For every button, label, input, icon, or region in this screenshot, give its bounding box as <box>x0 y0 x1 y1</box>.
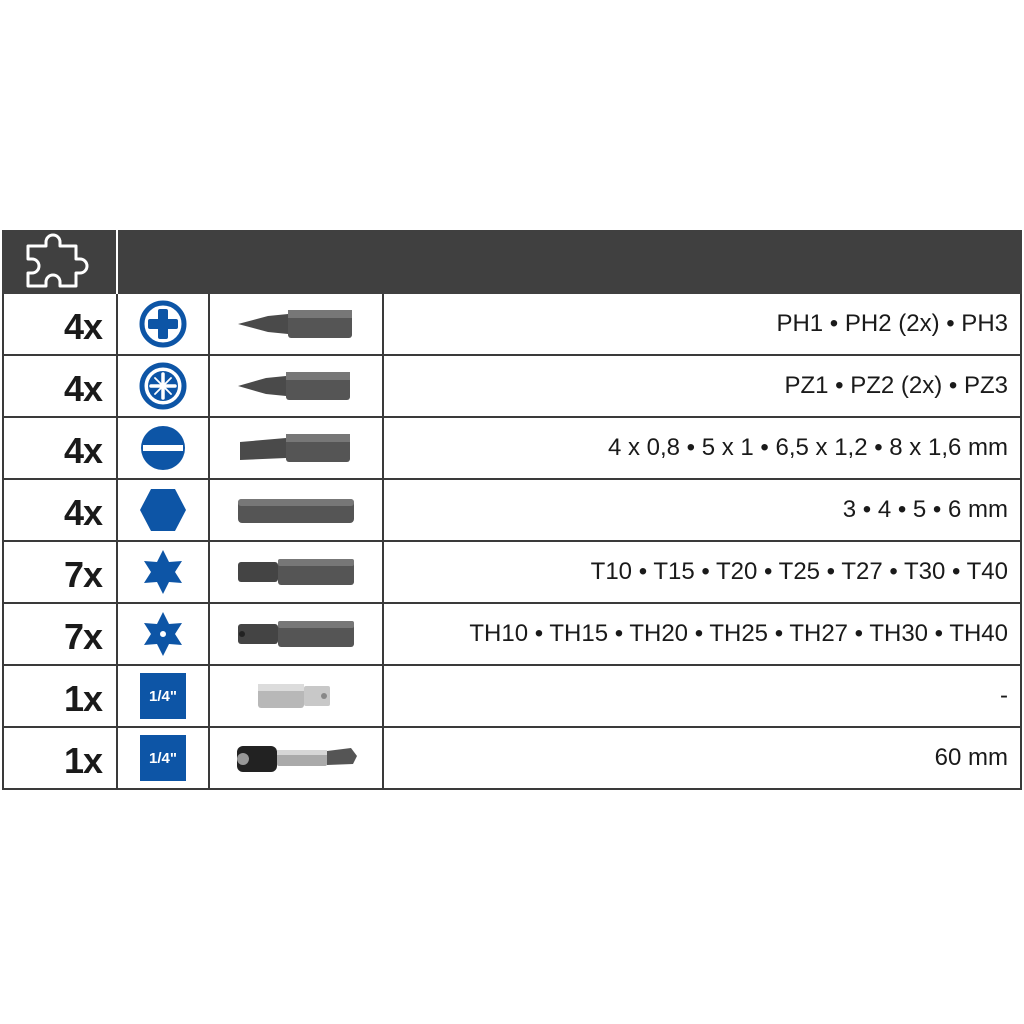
pozidriv-icon <box>139 362 187 410</box>
header-divider <box>116 230 118 294</box>
quantity: 4x <box>63 306 102 347</box>
table-row <box>2 418 1022 480</box>
quantity: 1x <box>63 678 102 719</box>
table-row <box>2 480 1022 542</box>
bit-set-table <box>2 230 1022 790</box>
quantity: 4x <box>63 368 102 409</box>
torx-icon <box>139 548 187 596</box>
bit-image <box>234 492 358 528</box>
table-row <box>2 604 1022 666</box>
quantity: 1x <box>63 740 102 781</box>
table-row <box>2 728 1022 790</box>
bit-image <box>236 366 356 406</box>
bit-image <box>236 304 356 344</box>
quantity: 7x <box>63 554 102 595</box>
quantity: 7x <box>63 616 102 657</box>
slotted-icon <box>139 424 187 472</box>
puzzle-icon <box>22 232 102 292</box>
quantity: 4x <box>63 492 102 533</box>
table-header <box>2 230 1022 294</box>
bit-sizes: - <box>1000 682 1008 709</box>
bit-sizes: 3 • 4 • 5 • 6 mm <box>842 496 1008 523</box>
table-row <box>2 666 1022 728</box>
bit-sizes: 4 x 0,8 • 5 x 1 • 6,5 x 1,2 • 8 x 1,6 mm <box>607 434 1008 461</box>
bit-sizes: T10 • T15 • T20 • T25 • T27 • T30 • T40 <box>590 558 1008 585</box>
bit-image <box>234 554 358 590</box>
quarter-inch-drive-icon: 1/4" <box>140 735 186 781</box>
table-row <box>2 542 1022 604</box>
bit-sizes: PH1 • PH2 (2x) • PH3 <box>776 310 1008 337</box>
bit-image <box>236 428 356 468</box>
table-row <box>2 356 1022 418</box>
bit-sizes: 60 mm <box>934 744 1008 771</box>
torx-tamper-icon <box>139 610 187 658</box>
phillips-icon <box>139 300 187 348</box>
bit-sizes: PZ1 • PZ2 (2x) • PZ3 <box>784 372 1008 399</box>
quarter-inch-drive-icon: 1/4" <box>140 673 186 719</box>
socket-adapter-image <box>256 676 336 716</box>
quantity: 4x <box>63 430 102 471</box>
table-row <box>2 294 1022 356</box>
hex-icon <box>138 486 188 534</box>
bit-image <box>234 616 358 652</box>
bit-sizes: TH10 • TH15 • TH20 • TH25 • TH27 • TH30 • TH40 <box>469 620 1008 647</box>
bit-holder-image <box>231 736 361 780</box>
